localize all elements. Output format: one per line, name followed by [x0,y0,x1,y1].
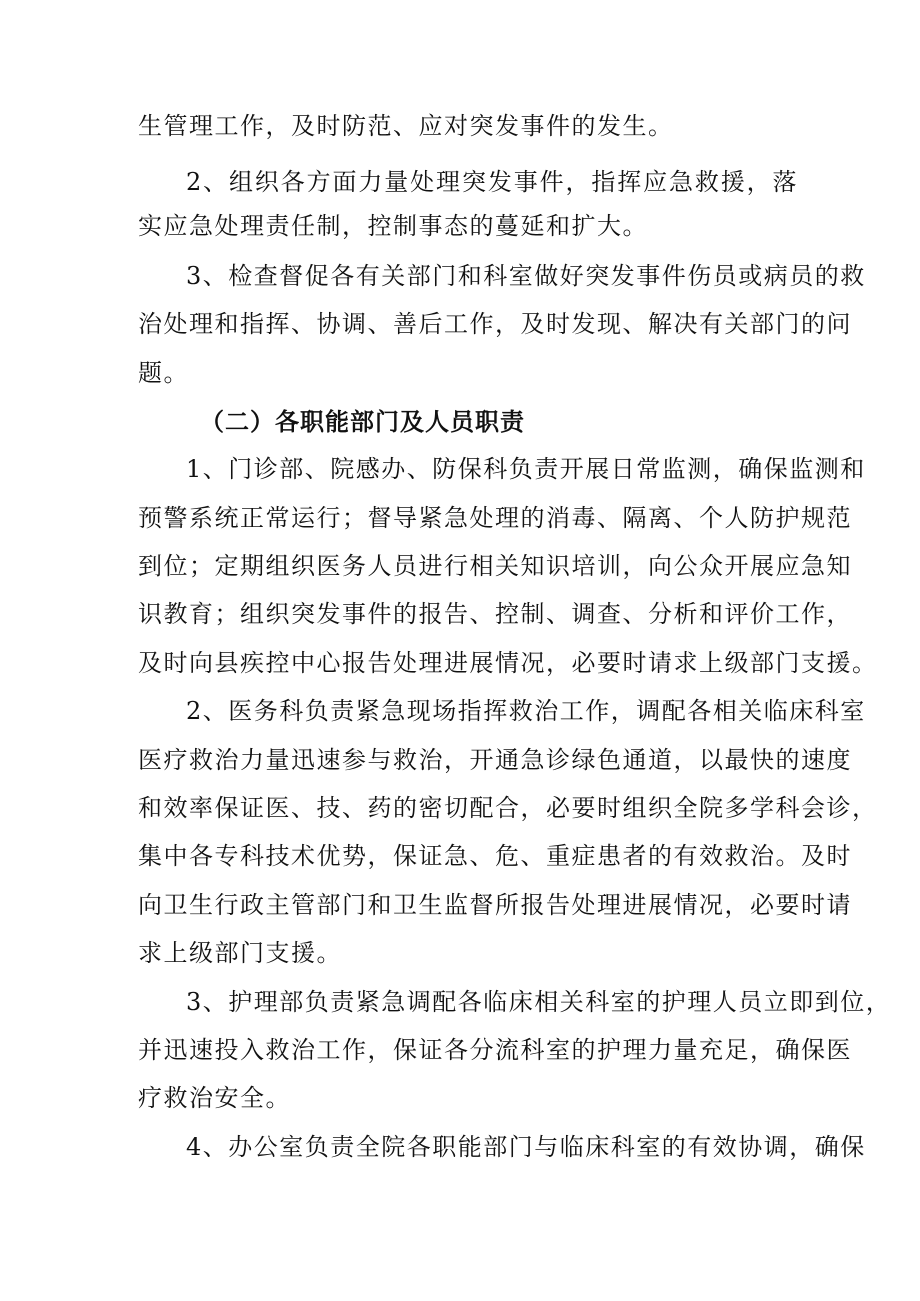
paragraph-line: 2、组织各方面力量处理突发事件，指挥应急救援，落 [186,168,798,196]
paragraph-line: 预警系统正常运行；督导紧急处理的消毒、隔离、个人防护规范 [138,504,852,532]
paragraph-line: 并迅速投入救治工作，保证各分流科室的护理力量充足，确保医 [138,1036,852,1064]
paragraph-line: 1、门诊部、院感办、防保科负责开展日常监测，确保监测和 [186,455,866,483]
paragraph-line: 3、护理部负责紧急调配各临床相关科室的护理人员立即到位， [186,988,892,1016]
paragraph-line: 医疗救治力量迅速参与救治，开通急诊绿色通道，以最快的速度 [138,746,852,774]
paragraph-line: 3、检查督促各有关部门和科室做好突发事件伤员或病员的救 [186,262,866,290]
paragraph-line: 向卫生行政主管部门和卫生监督所报告处理进展情况，必要时请 [138,891,852,919]
paragraph-line: 治处理和指挥、协调、善后工作，及时发现、解决有关部门的问 [138,310,852,338]
paragraph-line: 实应急处理责任制，控制事态的蔓延和扩大。 [138,212,648,240]
paragraph-line: 及时向县疾控中心报告处理进展情况，必要时请求上级部门支援。 [138,649,878,677]
paragraph-line: 求上级部门支援。 [138,939,342,967]
paragraph-line: 2、医务科负责紧急现场指挥救治工作，调配各相关临床科室 [186,697,866,725]
paragraph-line: 到位；定期组织医务人员进行相关知识培训，向公众开展应急知 [138,552,852,580]
paragraph-line: 和效率保证医、技、药的密切配合，必要时组织全院多学科会诊， [138,794,878,822]
paragraph-line: 识教育；组织突发事件的报告、控制、调查、分析和评价工作， [138,600,852,628]
paragraph-line: 集中各专科技术优势，保证急、危、重症患者的有效救治。及时 [138,842,852,870]
section-heading: （二）各职能部门及人员职责 [200,408,525,436]
paragraph-line: 疗救治安全。 [138,1084,291,1112]
paragraph-line: 生管理工作，及时防范、应对突发事件的发生。 [138,112,674,140]
paragraph-line: 题。 [138,359,189,387]
paragraph-line: 4、办公室负责全院各职能部门与临床科室的有效协调，确保 [186,1133,866,1161]
